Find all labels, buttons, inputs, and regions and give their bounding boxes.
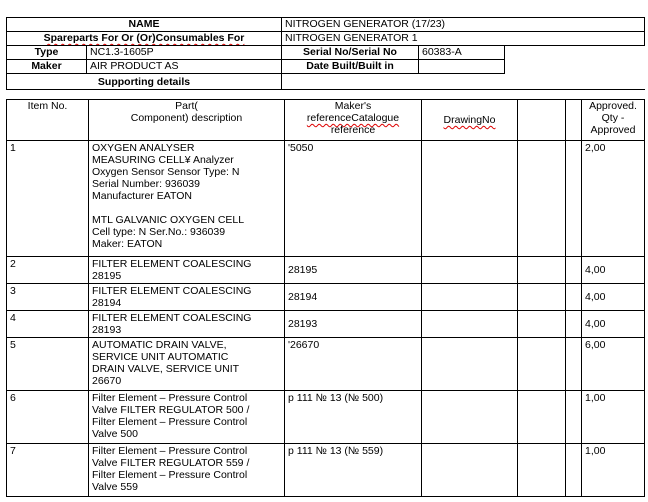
col-blank-2: [566, 100, 582, 141]
serial-blank: [505, 46, 645, 60]
row-makers-ref: '5050: [285, 141, 422, 257]
header-blank-row: [7, 5, 645, 18]
row-blank-2: [566, 311, 582, 338]
row-item-no: 2: [7, 257, 89, 284]
row-drawing-no: [422, 311, 518, 338]
row-approved-qty: 4,00: [582, 257, 645, 284]
row-approved-qty: 4,00: [582, 284, 645, 311]
spareparts-table: [6, 99, 645, 497]
row-makers-ref: 28194: [285, 284, 422, 311]
row-drawing-no: [422, 338, 518, 391]
row-makers-ref: '26670: [285, 338, 422, 391]
row-blank-2: [566, 338, 582, 391]
spareparts-value: NITROGEN GENERATOR 1: [282, 32, 645, 46]
row-makers-ref: 28193: [285, 311, 422, 338]
makers-ref-line2: referenceCatalogue: [306, 112, 400, 124]
row-item-no: 6: [7, 391, 89, 444]
header-row-name: [7, 18, 645, 32]
row-drawing-no: [422, 391, 518, 444]
row-approved-qty: 1,00: [582, 444, 645, 497]
row-approved-qty: 4,00: [582, 311, 645, 338]
table-row: [7, 444, 645, 497]
row-approved-qty: 6,00: [582, 338, 645, 391]
header-row-spareparts: [7, 32, 645, 46]
type-value: NC1.3-1605P: [87, 46, 282, 60]
table-row: [7, 391, 645, 444]
table-row: [7, 257, 645, 284]
row-description: AUTOMATIC DRAIN VALVE, SERVICE UNIT AUTOMATIC DRAIN VALVE, SERVICE UNIT 26670: [89, 338, 285, 391]
row-blank-1: [518, 141, 566, 257]
row-item-no: 4: [7, 311, 89, 338]
header-row-type: [7, 46, 645, 60]
row-description-part-a: OXYGEN ANALYSER MEASURING CELL¥ Analyzer Oxygen Sensor Sensor Type: N Serial Number: 936039 Manufacturer EATON: [92, 142, 240, 202]
row-makers-ref: p 111 № 13 (№ 559): [285, 444, 422, 497]
supporting-label: Supporting details: [7, 74, 282, 90]
name-value: NITROGEN GENERATOR (17/23): [282, 18, 645, 32]
col-makers-reference: [285, 100, 422, 141]
header-row-supporting: [7, 74, 645, 90]
header-row-maker: [7, 60, 645, 74]
spareparts-label: [7, 32, 282, 46]
makers-ref-line1: Maker's: [334, 100, 372, 112]
col-drawing-no: [422, 100, 518, 141]
row-blank-1: [518, 338, 566, 391]
serial-label: Serial No/Serial No: [282, 46, 419, 60]
header-row-top: [7, 5, 645, 18]
spareparts-label-text: Spareparts For Or (Or)Consumables For: [43, 32, 245, 44]
row-blank-2: [566, 391, 582, 444]
row-description-gap: [92, 202, 281, 214]
table-row: [7, 141, 645, 257]
row-blank-2: [566, 444, 582, 497]
name-label: NAME: [7, 18, 282, 32]
col-approved-qty: Approved. Qty - Approved: [582, 100, 645, 141]
row-blank-1: [518, 257, 566, 284]
row-makers-ref: p 111 № 13 (№ 500): [285, 391, 422, 444]
row-item-no: 5: [7, 338, 89, 391]
row-blank-2: [566, 257, 582, 284]
supporting-blank: [282, 74, 645, 90]
row-drawing-no: [422, 444, 518, 497]
drawing-no-label: DrawingNo: [443, 114, 496, 126]
table-row: [7, 338, 645, 391]
table-row: [7, 311, 645, 338]
row-item-no: 1: [7, 141, 89, 257]
row-drawing-no: [422, 141, 518, 257]
row-drawing-no: [422, 257, 518, 284]
column-header-row: [7, 100, 645, 141]
row-blank-2: [566, 284, 582, 311]
row-description: [89, 141, 285, 257]
date-value: [419, 60, 505, 74]
type-label: Type: [7, 46, 87, 60]
col-blank-1: [518, 100, 566, 141]
row-description: FILTER ELEMENT COALESCING 28193: [89, 311, 285, 338]
row-blank-1: [518, 444, 566, 497]
col-item-no: Item No.: [7, 100, 89, 141]
row-description: FILTER ELEMENT COALESCING 28194: [89, 284, 285, 311]
row-blank-2: [566, 141, 582, 257]
date-blank: [505, 60, 645, 74]
row-blank-1: [518, 391, 566, 444]
row-approved-qty: 1,00: [582, 391, 645, 444]
row-description: Filter Element – Pressure Control Valve FILTER REGULATOR 559 / Filter Element – Pressure Control Valve 559: [89, 444, 285, 497]
row-description-part-b: MTL GALVANIC OXYGEN CELL Cell type: N Ser.No.: 936039 Maker: EATON: [92, 214, 245, 250]
maker-value: AIR PRODUCT AS: [87, 60, 282, 74]
row-description: FILTER ELEMENT COALESCING 28195: [89, 257, 285, 284]
table-row: [7, 284, 645, 311]
row-approved-qty: 2,00: [582, 141, 645, 257]
row-blank-1: [518, 284, 566, 311]
maker-label: Maker: [7, 60, 87, 74]
date-label: Date Built/Built in: [282, 60, 419, 74]
row-drawing-no: [422, 284, 518, 311]
row-description: Filter Element – Pressure Control Valve FILTER REGULATOR 500 / Filter Element – Pressure Control Valve 500: [89, 391, 285, 444]
row-blank-1: [518, 311, 566, 338]
row-item-no: 3: [7, 284, 89, 311]
col-part-description: Part( Component) description: [89, 100, 285, 141]
row-makers-ref: 28195: [285, 257, 422, 284]
header-table: [6, 5, 645, 90]
serial-value: 60383-A: [419, 46, 505, 60]
row-item-no: 7: [7, 444, 89, 497]
makers-ref-line3: reference: [330, 124, 376, 136]
